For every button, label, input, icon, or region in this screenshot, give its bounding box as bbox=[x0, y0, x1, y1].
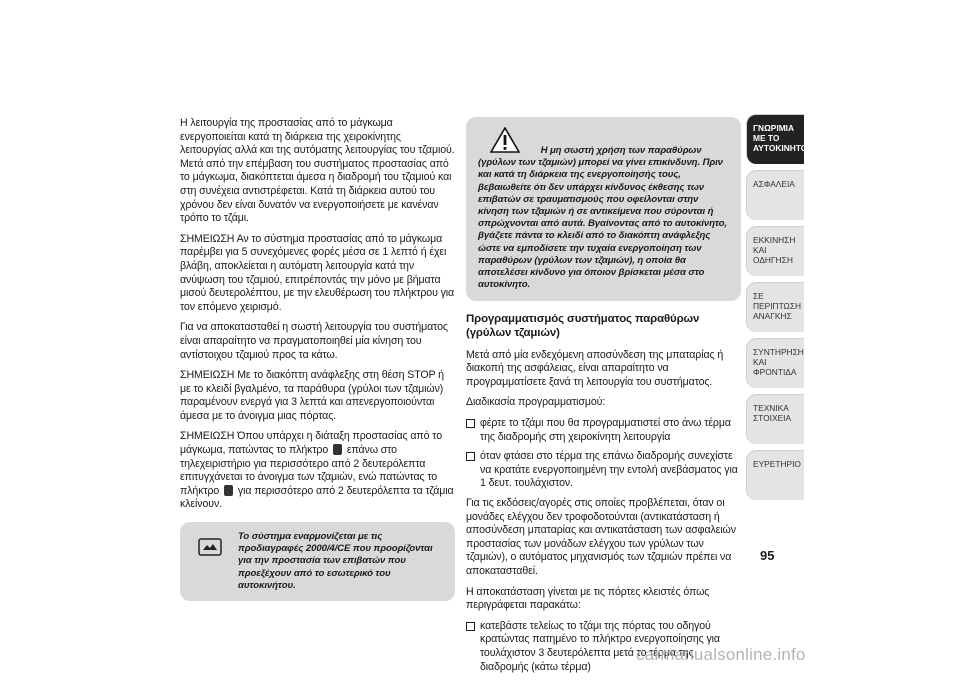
middle-column bbox=[466, 117, 741, 680]
note-text-part: για περισσότερο από 2 δευτερόλεπτα τα τζάμια κλείνουν. bbox=[180, 484, 454, 511]
environment-note-box bbox=[180, 522, 455, 601]
note-text-part: ΣΗΜΕΙΩΣΗ Όπου υπάρχει η διάταξη προστασίας από το μάγκωμα, πατώντας το πλήκτρο bbox=[180, 430, 443, 457]
paragraph: Διαδικασία προγραμματισμού: bbox=[466, 396, 606, 409]
tab-safety[interactable]: ΑΣΦΑΛΕΙΑ bbox=[746, 170, 804, 220]
section-title: Προγραμματισμός συστήματος παραθύρων (γρύλων τζαμιών) bbox=[466, 313, 700, 340]
paragraph: Μετά από μία ενδεχόμενη αποσύνδεση της μπαταρίας ή διακοπή της ασφάλειας, είναι απαραίτητο να προγραμματίσετε ξανά τη λειτουργία του συστήματος. bbox=[466, 348, 724, 388]
tab-emergency[interactable]: ΣΕ ΠΕΡΙΠΤΩΣΗ ΑΝΑΓΚΗΣ bbox=[746, 282, 804, 332]
warning-icon bbox=[490, 127, 520, 153]
checkbox-bullet-icon bbox=[466, 622, 475, 631]
tab-maintenance[interactable]: ΣΥΝΤΗΡΗΣΗ ΚΑΙ ΦΡΟΝΤΙΔΑ bbox=[746, 338, 804, 388]
note-paragraph: ΣΗΜΕΙΩΣΗ Αν το σύστημα προστασίας από το μάγκωμα παρέμβει για 5 συνεχόμενες φορές μέσα σε 1 λεπτό ή έχει βλάβη, αποκλείεται η αυτόματη λειτουργία κατά την ανύψωση του τζαμιού, επιτρέποντάς την μόνο με βήματα μισού δευτερολέπτου, με την ελευθέρωση του πλήκτρου για τον επόμενο χειρισμό. bbox=[180, 232, 455, 313]
paragraph: Η λειτουργία της προστασίας από το μάγκωμα ενεργοποιείται κατά τη διάρκεια της χειροκίνητης λειτουργίας αλλά και της αυτόματης λειτουργίας του τζαμιού. Μετά από την επέμβαση του συστήματος προστασίας από το μάγκωμα, διακόπτεται άμεσα η διαδρομή του τζαμιού και στη συνέχεια αντιστρέφεται. Κατά τη διάρκεια αυτού του χρόνου δεν είναι δυνατόν να ενεργοποιήσετε με κανέναν τρόπο το τζάμι. bbox=[180, 117, 455, 225]
page-number: 95 bbox=[760, 548, 775, 563]
list-item bbox=[466, 450, 741, 491]
chapter-sidebar bbox=[746, 114, 808, 506]
list-item-text: όταν φτάσει στο τέρμα της επάνω διαδρομής συνεχίστε να κρατάτε ενεργοποιημένη την εντολή ανεβάσματος για 1 δευτ. τουλάχιστον. bbox=[480, 450, 738, 490]
environment-note-text: Το σύστημα εναρμονίζεται με τις προδιαγραφές 2000/4/CE που προορίζονται για την προστασία των επιβατών που προεξέχουν από το εσωτερικό του αυτοκινήτου. bbox=[238, 531, 433, 591]
list-item-text: κατεβάστε τελείως το τζάμι της πόρτας του οδηγού κρατώντας πατημένο το πλήκτρο ενεργοποίησης για τουλάχιστον 3 δευτερόλεπτα μετά το τέρμα της διαδρομής (κάτω τέρμα) bbox=[480, 619, 720, 673]
note-paragraph: ΣΗΜΕΙΩΣΗ Με το διακόπτη ανάφλεξης στη θέση STOP ή με το κλειδί βγαλμένο, τα παράθυρα (γρύλοι των τζαμιών) παραμένουν ενεργά για 3 λεπτά και απενεργοποιούνται άμεσα με το άνοιγμα μιας πόρτας. bbox=[180, 369, 444, 422]
checkbox-bullet-icon bbox=[466, 452, 475, 461]
paragraph: Για να αποκατασταθεί η σωστή λειτουργία του συστήματος είναι απαραίτητο να πραγματοποιηθεί μία κίνηση του αντίστοιχου τζαμιού προς τα κάτω. bbox=[180, 321, 448, 361]
warning-box bbox=[466, 117, 741, 301]
environment-icon bbox=[198, 538, 222, 556]
left-column bbox=[180, 117, 455, 601]
lock-key-icon bbox=[224, 485, 233, 496]
paragraph: Η αποκατάσταση γίνεται με τις πόρτες κλειστές όπως περιγράφεται παρακάτω: bbox=[466, 585, 710, 612]
checkbox-bullet-icon bbox=[466, 419, 475, 428]
tab-starting-driving[interactable]: ΕΚΚΙΝΗΣΗ ΚΑΙ ΟΔΗΓΗΣΗ bbox=[746, 226, 804, 276]
unlock-key-icon bbox=[333, 444, 342, 455]
list-item bbox=[466, 417, 741, 444]
tab-index[interactable]: ΕΥΡΕΤΗΡΙΟ bbox=[746, 450, 804, 500]
list-item-text: φέρτε το τζάμι που θα προγραμματιστεί στο άνω τέρμα της διαδρομής στη χειροκίνητη λειτουργία bbox=[480, 417, 731, 443]
note-text-part: επάνω στο τηλεχειριστήριο για περισσότερο από 2 δευτερόλεπτα επιτυγχάνεται το άνοιγμα των τζαμιών, ενώ πατώντας το πλήκτρο bbox=[180, 444, 438, 497]
tab-getting-to-know[interactable]: ΓΝΩΡΙΜΙΑ ΜΕ ΤΟ ΑΥΤΟΚΙΝΗΤΟ bbox=[746, 114, 804, 164]
note-paragraph bbox=[180, 430, 455, 512]
warning-text: Η μη σωστή χρήση των παραθύρων (γρύλων των τζαμιών) μπορεί να γίνει επικίνδυνη. Πριν και κατά τη διάρκεια της ενεργοποίησής τους, βεβαιωθείτε ότι δεν υπάρχει κίνδυνος έκθεσης των επιβατών σε τραυματισμούς που οφείλονται στην κίνηση των τζαμιών ή σε αντικείμενα που σύρονται ή σπρώχνονται από αυτά. Βγαίνοντας από το αυτοκίνητο, βγάζετε πάντα το κλειδί από το διακόπτη ανάφλεξης ώστε να εμποδίσετε την τυχαία ενεργοποίηση των παραθύρων (γρύλων των τζαμιών), η οποία θα αποτελέσει κίνδυνο για όποιον βρίσκεται μέσα στο αυτοκίνητο. bbox=[478, 145, 727, 291]
paragraph: Για τις εκδόσεις/αγορές στις οποίες προβλέπεται, όταν οι μονάδες ελέγχου δεν τροφοδοτούνται (αντικατάσταση ή αποσύνδεση μπαταρίας και αντικατάσταση των ασφαλειών προστασίας των μονάδων ελέγχου των γρύλων των τζαμιών), ο αυτόματος μηχανισμός των τζαμιών πρέπει να αποκατασταθεί. bbox=[466, 496, 736, 577]
tab-technical-data[interactable]: ΤΕΧΝΙΚΑ ΣΤΟΙΧΕΙΑ bbox=[746, 394, 804, 444]
watermark: carmanualsonline.info bbox=[636, 645, 806, 664]
